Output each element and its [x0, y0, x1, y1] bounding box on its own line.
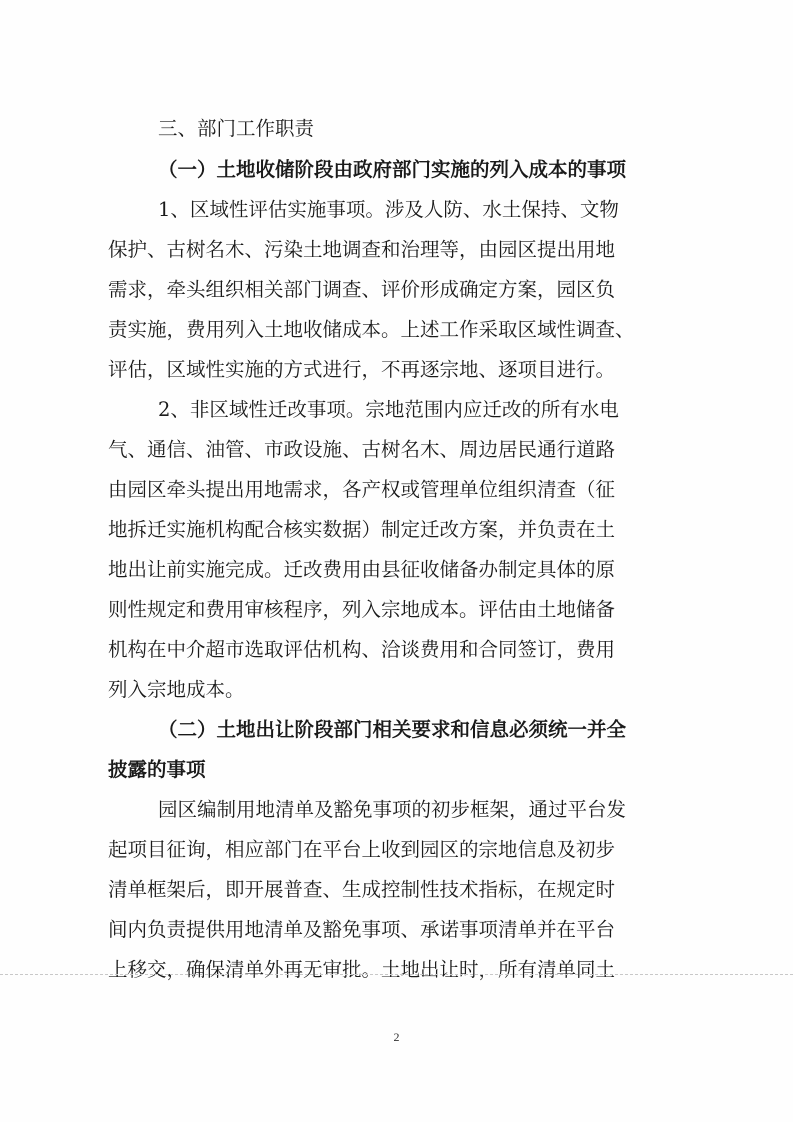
page-number: 2: [393, 1030, 400, 1044]
paragraph-line: 1、区域性评估实施事项。涉及人防、水土保持、文物: [158, 198, 619, 221]
paragraph-line: 评估，区域性实施的方式进行，不再逐宗地、逐项目进行。: [108, 358, 616, 381]
paragraph-line: 清单框架后，即开展普查、生成控制性技术指标，在规定时: [108, 878, 616, 901]
paragraph-line: 保护、古树名木、污染土地调查和治理等，由园区提出用地: [108, 238, 616, 261]
paragraph-line: 列入宗地成本。: [108, 678, 245, 701]
paragraph-line: 园区编制用地清单及豁免事项的初步框架，通过平台发: [158, 798, 627, 821]
paragraph-line: 2、非区域性迁改事项。宗地范围内应迁改的所有水电: [158, 398, 619, 421]
paragraph-line: 地拆迁实施机构配合核实数据）制定迁改方案，并负责在土: [108, 518, 616, 541]
paragraph-line: 机构在中介超市选取评估机构、洽谈费用和合同签订，费用: [108, 638, 616, 661]
paragraph-line: 则性规定和费用审核程序，列入宗地成本。评估由土地储备: [108, 598, 616, 621]
subsection-title-1: （一）土地收储阶段由政府部门实施的列入成本的事项: [158, 158, 627, 181]
paragraph-line: 需求，牵头组织相关部门调查、评价形成确定方案，园区负: [108, 278, 616, 301]
document-body: [108, 108, 686, 990]
paragraph-line: 起项目征询，相应部门在平台上收到园区的宗地信息及初步: [108, 838, 616, 861]
scan-fold-line: [0, 974, 793, 975]
section-heading-text: 三、部门工作职责: [158, 117, 315, 140]
paragraph-line: 气、通信、油管、市政设施、古树名木、周边居民通行道路: [108, 438, 616, 461]
subsection-title-2-cont: 披露的事项: [108, 758, 206, 781]
paragraph-line: 责实施，费用列入土地收储成本。上述工作采取区域性调查、: [108, 318, 635, 341]
paragraph-line: 间内负责提供用地清单及豁免事项、承诺事项清单并在平台: [108, 918, 616, 941]
paragraph-line: 由园区牵头提出用地需求，各产权或管理单位组织清查（征: [108, 478, 616, 501]
section-heading: [108, 108, 686, 150]
paragraph-line: 上移交，确保清单外再无审批。土地出让时，所有清单同土: [108, 958, 616, 981]
subsection-title-2: （二）土地出让阶段部门相关要求和信息必须统一并全: [158, 718, 627, 741]
paragraph-line: 地出让前实施完成。迁改费用由县征收储备办制定具体的原: [108, 558, 616, 581]
